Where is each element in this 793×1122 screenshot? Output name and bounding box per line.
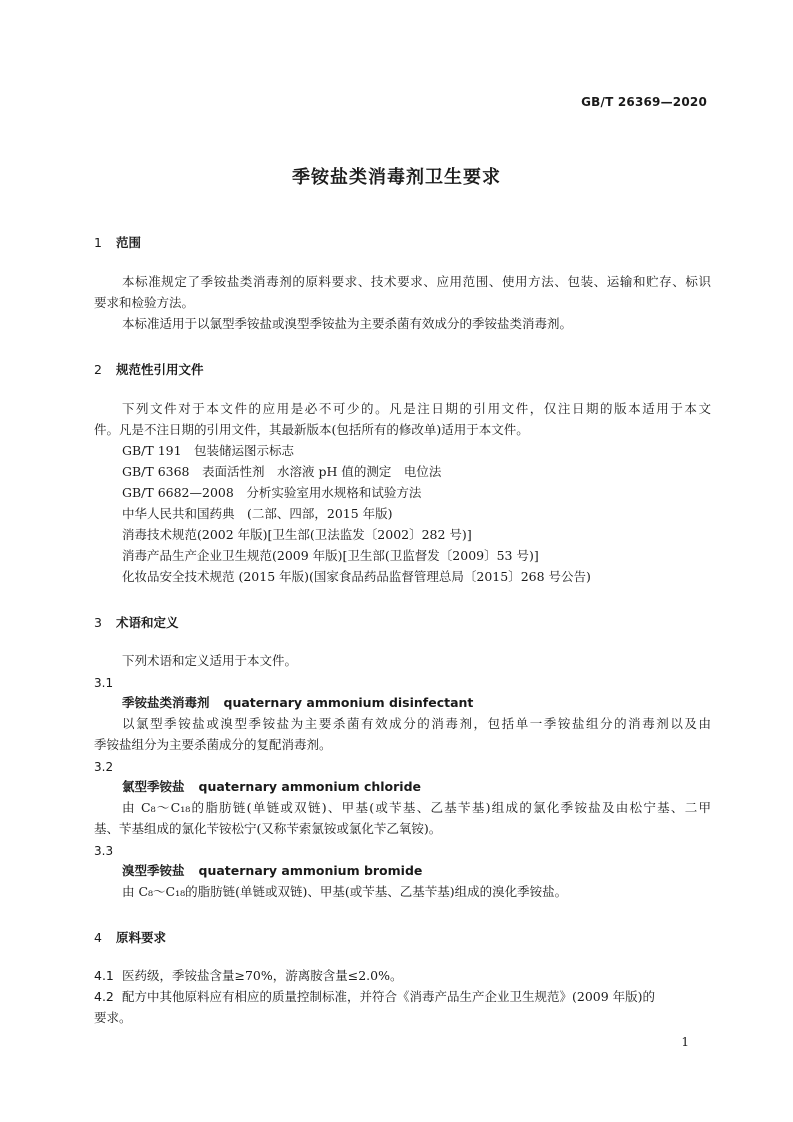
section-title: 规范性引用文件 — [116, 362, 204, 377]
requirement-text-continued: 要求。 — [94, 1010, 132, 1025]
requirement-item — [94, 970, 403, 983]
reference-item: 消毒产品生产企业卫生规范(2009 年版)[卫生部(卫监督发〔2009〕53 号)] — [122, 548, 539, 563]
requirement-text: 配方中其他原料应有相应的质量控制标准，并符合《消毒产品生产企业卫生规范》(2009 年版)的 — [122, 989, 656, 1004]
term-definition-line: 季铵盐组分为主要杀菌成分的复配消毒剂。 — [94, 737, 332, 752]
term-definition-line: 以氯型季铵盐或溴型季铵盐为主要杀菌有效成分的消毒剂，包括单一季铵盐组分的消毒剂以及由 — [122, 716, 711, 731]
term-definition-line: 基、苄基组成的氯化苄铵松宁(又称苄索氯铵或氯化苄乙氧铵)。 — [94, 821, 442, 836]
clause-number: 3.3 — [94, 844, 114, 858]
section-4-heading — [94, 928, 166, 946]
page-number: 1 — [681, 1035, 689, 1049]
clause-number: 3.1 — [94, 676, 114, 690]
reference-item: 化妆品安全技术规范 (2015 年版)(国家食品药品监督管理总局〔2015〕268 号公告) — [122, 569, 591, 584]
reference-item: 中华人民共和国药典 (二部、四部，2015 年版) — [122, 506, 393, 521]
references-intro-line: 下列文件对于本文件的应用是必不可少的。凡是注日期的引用文件，仅注日期的版本适用于本文 — [122, 401, 711, 416]
clause-number: 3.2 — [94, 760, 114, 774]
section-title: 范围 — [116, 235, 142, 250]
requirement-item — [94, 991, 655, 1004]
term-english: quaternary ammonium disinfectant — [223, 695, 474, 710]
section-number: 4 — [94, 930, 102, 945]
section-title: 术语和定义 — [116, 615, 179, 630]
references-intro-line: 件。凡是不注日期的引用文件，其最新版本(包括所有的修改单)适用于本文件。 — [94, 422, 529, 437]
term-entry — [122, 697, 473, 710]
term-definition-line: 由 C₈～C₁₈的脂肪链(单链或双链)、甲基(或苄基、乙基苄基)组成的溴化季铵盐。 — [122, 884, 568, 899]
term-chinese: 氯型季铵盐 — [122, 779, 185, 794]
term-entry — [122, 781, 421, 794]
reference-item: GB/T 6368 表面活性剂 水溶液 pH 值的测定 电位法 — [122, 464, 442, 479]
section-number: 3 — [94, 615, 102, 630]
scope-paragraph-line: 本标准适用于以氯型季铵盐或溴型季铵盐为主要杀菌有效成分的季铵盐类消毒剂。 — [122, 316, 573, 331]
terms-intro: 下列术语和定义适用于本文件。 — [122, 653, 298, 668]
document-title: 季铵盐类消毒剂卫生要求 — [292, 167, 501, 188]
term-english: quaternary ammonium chloride — [198, 779, 422, 794]
requirement-number: 4.2 — [94, 989, 114, 1004]
reference-item: 消毒技术规范(2002 年版)[卫生部(卫法监发〔2002〕282 号)] — [122, 527, 472, 542]
reference-item: GB/T 191 包装储运图示标志 — [122, 443, 295, 458]
standard-code: GB/T 26369—2020 — [581, 95, 707, 109]
term-entry — [122, 865, 422, 878]
section-number: 2 — [94, 362, 102, 377]
section-3-heading — [94, 613, 179, 631]
requirement-text: 医药级，季铵盐含量≥70%，游离胺含量≤2.0%。 — [122, 968, 403, 983]
term-definition-line: 由 C₈～C₁₈的脂肪链(单链或双链)、甲基(或苄基、乙基苄基)组成的氯化季铵盐及由松宁基、二甲 — [122, 800, 711, 815]
section-title: 原料要求 — [116, 930, 167, 945]
requirement-number: 4.1 — [94, 968, 114, 983]
scope-paragraph-line: 本标准规定了季铵盐类消毒剂的原料要求、技术要求、应用范围、使用方法、包装、运输和贮存、标识 — [122, 274, 711, 289]
reference-item: GB/T 6682—2008 分析实验室用水规格和试验方法 — [122, 485, 422, 500]
scope-paragraph-line: 要求和检验方法。 — [94, 295, 195, 310]
term-chinese: 季铵盐类消毒剂 — [122, 695, 210, 710]
section-1-heading — [94, 233, 141, 251]
section-number: 1 — [94, 235, 102, 250]
section-2-heading — [94, 360, 204, 378]
term-chinese: 溴型季铵盐 — [122, 863, 185, 878]
term-english: quaternary ammonium bromide — [198, 863, 423, 878]
